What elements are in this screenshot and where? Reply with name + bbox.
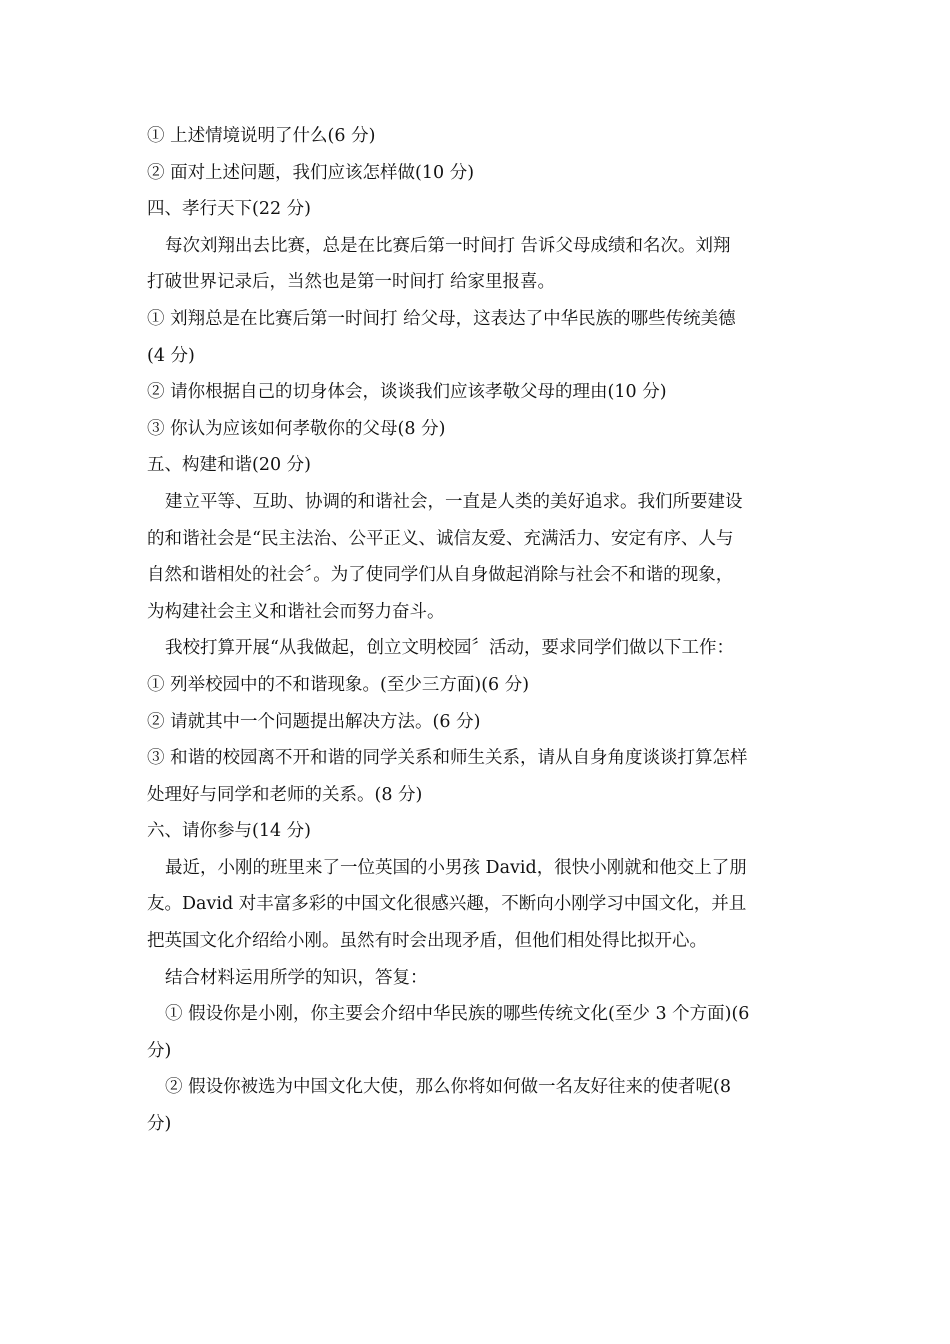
question-item-continuation: 处理好与同学和老师的关系。(8 分) — [147, 784, 423, 805]
question-item: ② 请就其中一个问题提出解决方法。(6 分) — [147, 711, 481, 732]
question-item: ② 面对上述问题，我们应该怎样做(10 分) — [147, 162, 475, 183]
paragraph-line: 建立平等、互助、协调的和谐社会，一直是人类的美好追求。我们所要建设 — [165, 491, 743, 512]
paragraph-line: 友。David 对丰富多彩的中国文化很感兴趣，不断向小刚学习中国文化，并且 — [147, 894, 747, 915]
paragraph-line: 为构建社会主义和谐社会而努力奋斗。 — [147, 601, 445, 622]
paragraph-line: 打破世界记录后，当然也是第一时间打 给家里报喜。 — [147, 272, 556, 293]
section-heading: 六、请你参与(14 分) — [147, 821, 311, 842]
paragraph-line: 每次刘翔出去比赛，总是在比赛后第一时间打 告诉父母成绩和名次。刘翔 — [165, 235, 731, 256]
question-item-continuation: 分) — [147, 1040, 172, 1061]
question-item: ① 假设你是小刚，你主要会介绍中华民族的哪些传统文化(至少 3 个方面)(6 — [165, 1004, 750, 1025]
section-heading: 五、构建和谐(20 分) — [147, 455, 311, 476]
paragraph-line: 我校打算开展“从我做起，创立文明校园〞活动，要求同学们做以下工作： — [165, 638, 734, 659]
paragraph-line: 结合材料运用所学的知识，答复： — [165, 967, 428, 988]
question-item: ① 上述情境说明了什么(6 分) — [147, 126, 376, 146]
section-heading: 四、孝行天下(22 分) — [147, 199, 311, 220]
question-item: ③ 你认为应该如何孝敬你的父母(8 分) — [147, 418, 446, 439]
question-item: ② 请你根据自己的切身体会，谈谈我们应该孝敬父母的理由(10 分) — [147, 382, 667, 403]
paragraph-line: 的和谐社会是“民主法治、公平正义、诚信友爱、充满活力、安定有序、人与 — [147, 528, 734, 549]
question-item-continuation: 分) — [147, 1114, 172, 1135]
paragraph-line: 把英国文化介绍给小刚。虽然有时会出现矛盾，但他们相处得比拟开心。 — [147, 931, 707, 952]
paragraph-line: 自然和谐相处的社会〞。为了使同学们从自身做起消除与社会不和谐的现象， — [147, 565, 734, 586]
document-body — [147, 118, 812, 1143]
question-item-continuation: (4 分) — [147, 345, 195, 366]
question-item: ② 假设你被选为中国文化大使，那么你将如何做一名友好往来的使者呢(8 — [165, 1077, 732, 1098]
question-item: ③ 和谐的校园离不开和谐的同学关系和师生关系，请从自身角度谈谈打算怎样 — [147, 748, 748, 769]
question-item: ① 列举校园中的不和谐现象。(至少三方面)(6 分) — [147, 674, 530, 695]
paragraph-line: 最近，小刚的班里来了一位英国的小男孩 David，很快小刚就和他交上了朋 — [165, 857, 747, 878]
question-item: ① 刘翔总是在比赛后第一时间打 给父母，这表达了中华民族的哪些传统美德 — [147, 308, 736, 329]
